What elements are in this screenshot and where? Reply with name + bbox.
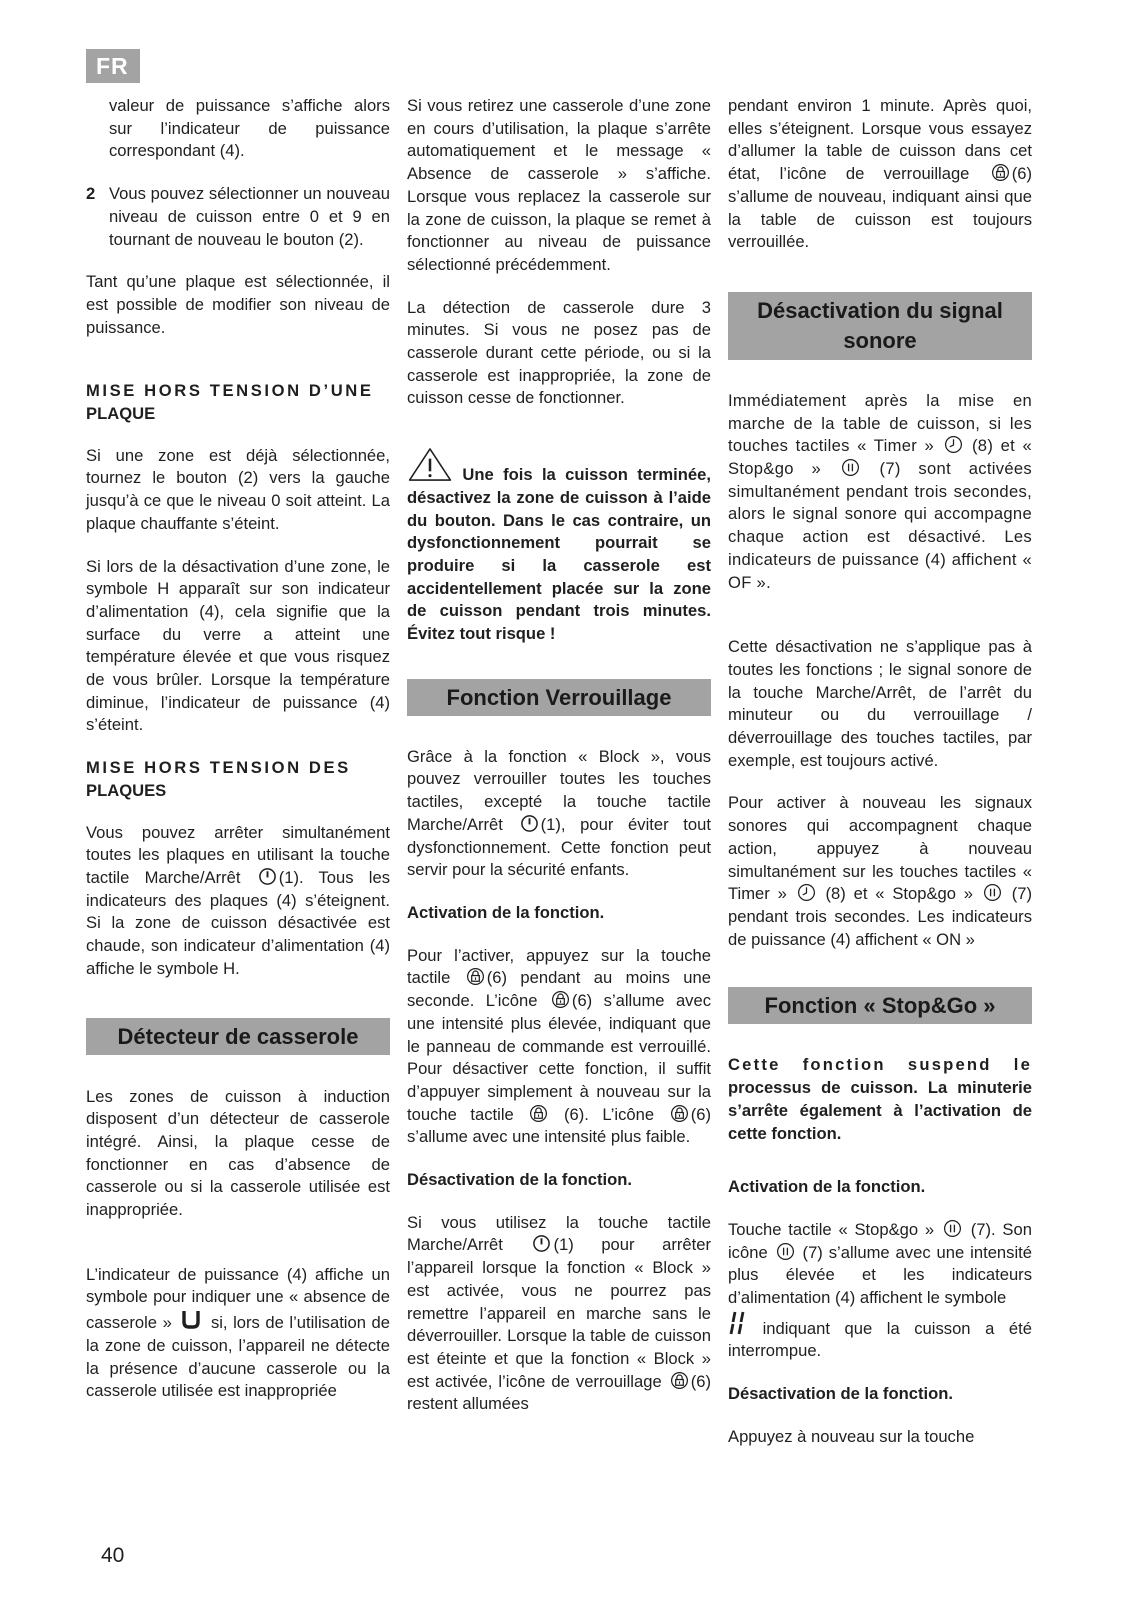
text-span: (8) et « Stop&go » [825,884,974,904]
subheading-line: PLAQUE [86,404,156,424]
paragraph: Si lors de la désactivation d’une zone, le symbole H apparaît sur son indicateur d’alimentation (4), cela signifie que la surface du verre a atteint une température élevée et que vous risquez de vous brûler. Lorsque la température diminue, l’indicateur de puissance (4) s’éteint. [86,556,390,735]
subheading: Activation de la fonction. [728,1177,926,1197]
paragraph: Les zones de cuisson à induction disposent d’un détecteur de casserole intégré. Ainsi, la plaque cesse de fonctionner en cas d’absence de casserole ou si la casserole utilisée est inappropriée. [86,1086,390,1220]
power-icon [532,1234,551,1253]
text-span: (7). Son icône [728,1219,1032,1262]
subheading: Désactivation de la fonction. [407,1170,632,1190]
lock-icon [529,1104,548,1123]
warning-paragraph [407,447,711,646]
paragraph [728,95,1032,254]
paragraph: Tant qu’une plaque est sélectionnée, il est possible de modifier son niveau de puissance. [86,272,390,337]
paragraph: Appuyez à nouveau sur la touche [728,1426,975,1446]
text-span: Immédiatement après la mise en marche de la table de cuisson, si les touches tactiles « Timer » [728,390,1032,456]
paragraph [407,945,711,1149]
lock-icon [670,1104,689,1123]
paragraph [407,746,711,882]
numbered-step [86,183,390,251]
warning-triangle-icon [407,447,453,482]
pause-icon [841,458,860,477]
paragraph: La détection de casserole dure 3 minutes. Si vous ne posez pas de casserole durant cette période, ou si la casserole est inappropriée, la zone de cuisson cesse de fonctionner. [407,297,711,408]
paragraph [86,1264,390,1403]
lock-icon [466,967,485,986]
text-span: (1). Tous les indicateurs des plaques (4) s’éteignent. Si la zone de cuisson désactivée est chaude, son indicateur d’alimentation (4) affiche le symbole H. [86,867,390,978]
timer-icon [944,435,963,454]
text-span: (6). L’icône [563,1104,655,1124]
paragraph [728,792,1032,951]
page-number: 40 [101,1544,125,1567]
paragraph [728,1219,1032,1363]
subheading: Activation de la fonction. [407,902,605,922]
subheading-line: MISE HORS TENSION DES [86,758,351,778]
text-span: (6) restent allumées [407,1371,711,1414]
header-line: Désactivation du signal [757,297,1003,323]
power-icon [520,814,539,833]
paragraph: Cette désactivation ne s’applique pas à toutes les fonctions ; le signal sonore de la touche Marche/Arrêt, de l’arrêt du minuteur ou du verrouillage / déverrouillage des touches tactiles, par exemple, est toujours activé. [728,637,1032,770]
subheading-line: PLAQUES [86,780,167,800]
paragraph: Si une zone est déjà sélectionnée, tournez le bouton (2) vers la gauche jusqu’à ce que le niveau 0 soit atteint. La plaque chauffante s’éteint. [86,445,390,533]
text-span: (6) pendant au moins une seconde. L’icône [407,968,711,1011]
no-pan-symbol-icon [179,1309,203,1329]
section-header: Fonction « Stop&Go » [728,987,1032,1024]
text-span: (1), pour éviter tout dysfonctionnement. Cette fonction peut servir pour la sécurité enfants. [407,814,711,880]
paragraph [86,822,390,981]
paragraph [407,1212,711,1416]
text-span: (7) s’allume avec une intensité plus élevée et les indicateurs d’alimentation (4) affichent le symbole [728,1242,1032,1308]
text-span: (7) pendant trois secondes. Les indicateurs de puissance (4) affichent « ON » [728,884,1032,949]
step-number: 2 [86,184,96,204]
text-span: (6) s’allume de nouveau, indiquant ainsi que la table de cuisson est toujours verrouillée. [728,164,1032,252]
text-span: L’indicateur de puissance (4) affiche un symbole pour indiquer une « absence de casserole » [86,1264,390,1333]
subheading [86,757,390,802]
text-span: Pour activer à nouveau les signaux sonores qui accompagnent chaque action, appuyez à nouveau simultanément sur les touches tactiles « Timer » [728,793,1032,904]
text-span: Touche tactile « Stop&go » [728,1219,935,1239]
paragraph: valeur de puissance s’affiche alors sur l’indicateur de puissance correspondant (4). [109,96,390,161]
bold-paragraph [728,1054,1032,1145]
paragraph: Si vous retirez une casserole d’une zone en cours d’utilisation, la plaque s’arrête automatiquement et le message « Absence de casserole » s’affiche. Lorsque vous replacez la casserole sur la zone de cuisson, la plaque se remet à fonctionner au niveau de puissance sélectionné précédemment. [407,96,711,274]
text-span: si, lors de l’utilisation de la zone de cuisson, l’appareil ne détecte la présence d’aucune casserole ou la casserole utilisée est inappropriée [86,1313,390,1401]
paragraph [728,390,1032,594]
column-left [86,95,390,1403]
language-tag: FR [86,49,140,83]
text-span: (7) sont activées simultanément pendant trois secondes, alors le signal sonore qui accompagne chaque action est désactivé. Les indicateurs de puissance (4) affichent « OF ». [728,459,1032,592]
lock-icon [551,990,570,1009]
step-text: Vous pouvez sélectionner un nouveau niveau de cuisson entre 0 et 9 en tournant de nouveau le bouton (2). [109,184,390,249]
pause-icon [943,1219,962,1238]
timer-icon [797,883,816,902]
subheading [86,380,390,425]
text-span: Grâce à la fonction « Block », vous pouvez verrouiller toutes les touches tactiles, excepté la touche tactile Marche/Arrêt [407,746,711,834]
subheading-line: MISE HORS TENSION D’UNE [86,381,374,401]
power-icon [258,867,277,886]
lock-icon [670,1371,689,1390]
text-span: Pour l’activer, appuyez sur la touche tactile [407,945,711,988]
text-span: Cette fonction suspend le [728,1055,1032,1075]
subheading: Désactivation de la fonction. [728,1384,953,1404]
header-line: sonore [843,327,917,353]
text-span: Vous pouvez arrêter simultanément toutes les plaques en utilisant la touche tactile Marche/Arrêt [86,822,390,887]
section-header: Fonction Verrouillage [407,679,711,716]
column-right [728,95,1032,1449]
pause-icon [983,883,1002,902]
text-span: pendant environ 1 minute. Après quoi, elles s’éteignent. Lorsque vous essayez d’allumer la table de cuisson dans cet état, l’icône de verrouillage [728,96,1032,184]
section-header: Détecteur de casserole [86,1018,390,1055]
text-span: indiquant que la cuisson a été interrompue. [728,1318,1032,1361]
text-span: (6) s’allume avec une intensité plus élevée, indiquant que le panneau de commande est verrouillé. Pour désactiver cette fonction, il suffit d’appuyer simplement à nouveau sur la touche tactile [407,991,711,1124]
text-span: (8) et « Stop&go » [728,436,1033,479]
lock-icon [991,163,1010,182]
text-span: (1) pour arrêter l’appareil lorsque la fonction « Block » est activée, vous ne pourrez pas remettre l’appareil en marche sans le déverrouiller. Lorsque la table de cuisson est éteinte et que la fonction « Block » est activée, l’icône de verrouillage [407,1235,711,1391]
text-span: processus de cuisson. La minuterie s’arrête également à l’activation de cette fonction. [728,1078,1032,1143]
column-middle [407,95,711,1416]
paused-display-symbol-icon [728,1310,748,1336]
text-span: désactivez la zone de cuisson à l’aide du bouton. Dans le cas contraire, un dysfonctionnement pourrait se produire si la casserole est accidentellement placée sur la zone de cuisson pendant trois minutes. Évitez tout risque ! [407,487,711,644]
text-span: Si vous utilisez la touche tactile Marche/Arrêt [407,1212,711,1255]
text-span: Une fois la cuisson terminée, [462,465,711,485]
text-span: (6) s’allume avec une intensité plus faible. [407,1104,711,1147]
pause-icon [776,1242,795,1261]
section-header [728,292,1032,360]
